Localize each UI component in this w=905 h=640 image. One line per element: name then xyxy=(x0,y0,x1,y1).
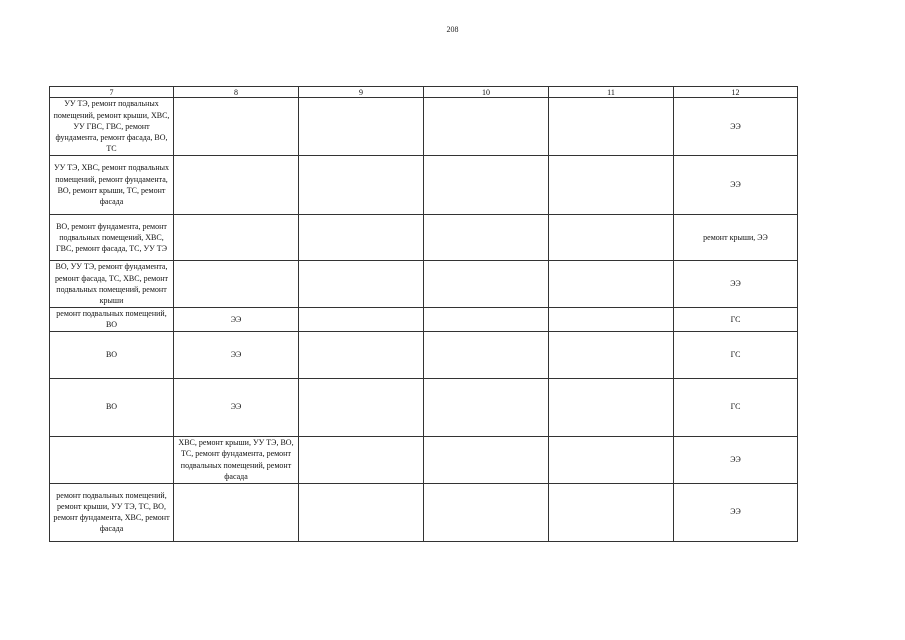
data-table xyxy=(49,86,798,542)
table-cell xyxy=(174,215,299,261)
table-cell xyxy=(50,436,174,483)
table-cell xyxy=(299,436,424,483)
table-cell xyxy=(549,261,674,308)
table-cell xyxy=(424,483,549,541)
table-cell: ремонт подвальных помещений, ремонт крыши, УУ ТЭ, ТС, ВО, ремонт фундамента, ХВС, ремонт фасада xyxy=(50,483,174,541)
column-header: 10 xyxy=(424,87,549,98)
table-cell xyxy=(549,436,674,483)
table-cell xyxy=(424,308,549,332)
table-cell xyxy=(424,378,549,436)
table-cell: ВО, ремонт фундамента, ремонт подвальных помещений, ХВС, ГВС, ремонт фасада, ТС, УУ ТЭ xyxy=(50,215,174,261)
table-cell xyxy=(299,261,424,308)
table-cell xyxy=(174,98,299,156)
table-cell: ЭЭ xyxy=(174,308,299,332)
table-cell: ВО xyxy=(50,331,174,378)
table-cell: ЭЭ xyxy=(674,436,798,483)
table-cell xyxy=(549,483,674,541)
table-cell xyxy=(424,261,549,308)
table-cell xyxy=(549,215,674,261)
table-cell xyxy=(174,156,299,215)
table-cell: ХВС, ремонт крыши, УУ ТЭ, ВО, ТС, ремонт фундамента, ремонт подвальных помещений, ремонт фасада xyxy=(174,436,299,483)
table-header-row xyxy=(50,87,798,98)
table-cell xyxy=(174,261,299,308)
table-cell: УУ ТЭ, ХВС, ремонт подвальных помещений, ремонт фундамента, ВО, ремонт крыши, ТС, ремонт фасада xyxy=(50,156,174,215)
table-cell xyxy=(549,156,674,215)
table-cell xyxy=(549,98,674,156)
table-cell xyxy=(424,215,549,261)
table-cell: ГС xyxy=(674,308,798,332)
table-cell xyxy=(549,308,674,332)
page-number: 208 xyxy=(446,25,459,34)
table-cell xyxy=(299,215,424,261)
table-cell: ЭЭ xyxy=(674,483,798,541)
table-cell: УУ ТЭ, ремонт подвальных помещений, ремонт крыши, ХВС, УУ ГВС, ГВС, ремонт фундамента, ремонт фасада, ВО, ТС xyxy=(50,98,174,156)
table-cell: ЭЭ xyxy=(674,261,798,308)
column-header: 7 xyxy=(50,87,174,98)
table-cell: ремонт крыши, ЭЭ xyxy=(674,215,798,261)
table-cell xyxy=(299,156,424,215)
table-row xyxy=(50,156,798,215)
column-header: 9 xyxy=(299,87,424,98)
table-row xyxy=(50,215,798,261)
table-cell: ремонт подвальных помещений, ВО xyxy=(50,308,174,332)
table-cell xyxy=(299,98,424,156)
table-row xyxy=(50,378,798,436)
column-header: 12 xyxy=(674,87,798,98)
column-header: 8 xyxy=(174,87,299,98)
table-cell xyxy=(299,378,424,436)
table-row xyxy=(50,436,798,483)
table-row xyxy=(50,483,798,541)
table-row xyxy=(50,331,798,378)
table-cell xyxy=(174,483,299,541)
table-cell xyxy=(424,436,549,483)
table-cell xyxy=(424,331,549,378)
table-cell xyxy=(299,483,424,541)
table-cell xyxy=(299,308,424,332)
table-row xyxy=(50,308,798,332)
table-cell xyxy=(424,156,549,215)
table-cell: ГС xyxy=(674,378,798,436)
table-cell xyxy=(549,378,674,436)
table-cell: ГС xyxy=(674,331,798,378)
table-row xyxy=(50,98,798,156)
table-cell: ВО, УУ ТЭ, ремонт фундамента, ремонт фасада, ТС, ХВС, ремонт подвальных помещений, ремонт крыши xyxy=(50,261,174,308)
table-cell xyxy=(299,331,424,378)
table-cell: ЭЭ xyxy=(174,331,299,378)
table-row xyxy=(50,261,798,308)
table-cell: ЭЭ xyxy=(674,156,798,215)
table-cell xyxy=(424,98,549,156)
table-cell: ВО xyxy=(50,378,174,436)
table-cell xyxy=(549,331,674,378)
table-cell: ЭЭ xyxy=(674,98,798,156)
column-header: 11 xyxy=(549,87,674,98)
table-cell: ЭЭ xyxy=(174,378,299,436)
